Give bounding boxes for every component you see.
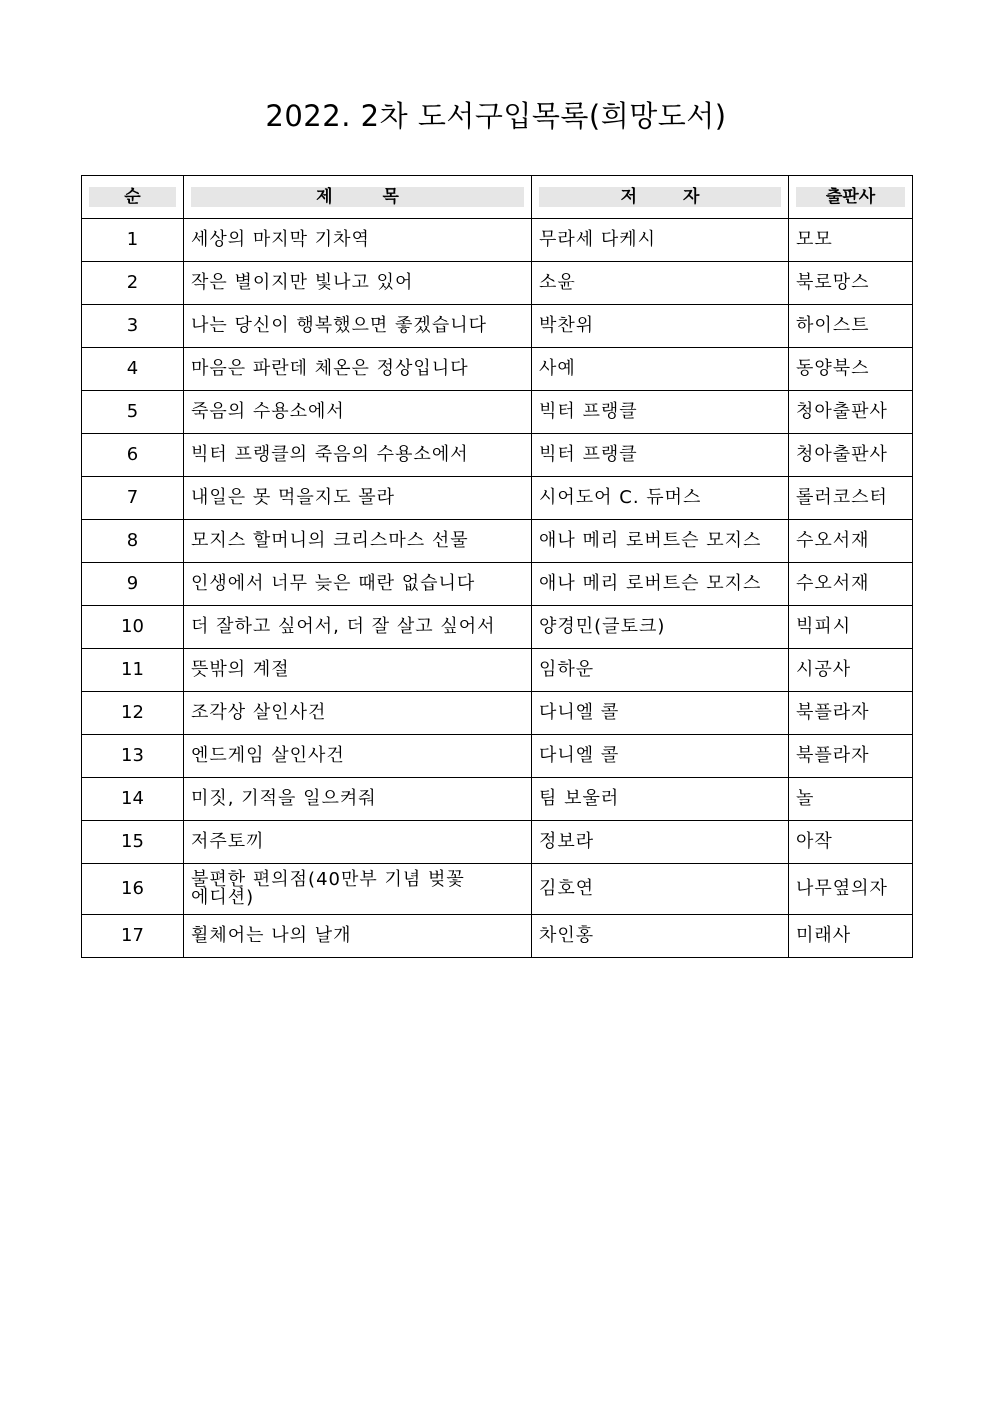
row-publisher: 아작 bbox=[789, 821, 913, 864]
row-author: 다니엘 콜 bbox=[532, 735, 789, 778]
row-publisher: 동양북스 bbox=[789, 348, 913, 391]
row-publisher: 수오서재 bbox=[789, 563, 913, 606]
row-title: 미짓, 기적을 일으켜줘 bbox=[184, 778, 532, 821]
row-publisher: 북플라자 bbox=[789, 735, 913, 778]
row-author: 소윤 bbox=[532, 262, 789, 305]
row-author: 양경민(글토크) bbox=[532, 606, 789, 649]
table-row bbox=[82, 434, 913, 477]
row-publisher: 시공사 bbox=[789, 649, 913, 692]
row-title: 엔드게임 살인사건 bbox=[184, 735, 532, 778]
table-row bbox=[82, 262, 913, 305]
row-publisher: 모모 bbox=[789, 219, 913, 262]
table-row bbox=[82, 563, 913, 606]
row-no: 10 bbox=[82, 606, 184, 649]
table-row bbox=[82, 348, 913, 391]
row-title: 마음은 파란데 체온은 정상입니다 bbox=[184, 348, 532, 391]
row-author: 임하운 bbox=[532, 649, 789, 692]
row-publisher: 나무옆의자 bbox=[789, 864, 913, 915]
row-publisher: 북플라자 bbox=[789, 692, 913, 735]
row-no: 2 bbox=[82, 262, 184, 305]
row-title: 저주토끼 bbox=[184, 821, 532, 864]
row-publisher: 청아출판사 bbox=[789, 434, 913, 477]
table-row bbox=[82, 864, 913, 915]
row-title-line1: 불편한 편의점(40만부 기념 벚꽃 bbox=[191, 869, 465, 890]
table-row bbox=[82, 735, 913, 778]
row-no: 17 bbox=[82, 915, 184, 958]
row-no: 15 bbox=[82, 821, 184, 864]
row-publisher: 북로망스 bbox=[789, 262, 913, 305]
row-publisher: 미래사 bbox=[789, 915, 913, 958]
table-row bbox=[82, 606, 913, 649]
row-author: 사예 bbox=[532, 348, 789, 391]
table-row bbox=[82, 649, 913, 692]
row-no: 8 bbox=[82, 520, 184, 563]
row-no: 14 bbox=[82, 778, 184, 821]
table-header-row bbox=[82, 176, 913, 219]
row-no: 7 bbox=[82, 477, 184, 520]
header-no-cell bbox=[82, 176, 184, 219]
table-row bbox=[82, 391, 913, 434]
table-row bbox=[82, 219, 913, 262]
row-author: 애나 메리 로버트슨 모지스 bbox=[532, 563, 789, 606]
row-title: 인생에서 너무 늦은 때란 없습니다 bbox=[184, 563, 532, 606]
header-no: 순 bbox=[89, 187, 176, 207]
row-author: 빅터 프랭클 bbox=[532, 391, 789, 434]
table-row bbox=[82, 305, 913, 348]
row-no: 6 bbox=[82, 434, 184, 477]
row-title: 죽음의 수용소에서 bbox=[184, 391, 532, 434]
row-title-line2: 에디션) bbox=[191, 887, 255, 908]
table-row bbox=[82, 520, 913, 563]
row-no: 16 bbox=[82, 864, 184, 915]
row-no: 9 bbox=[82, 563, 184, 606]
row-title: 작은 별이지만 빛나고 있어 bbox=[184, 262, 532, 305]
row-publisher: 놀 bbox=[789, 778, 913, 821]
table-row bbox=[82, 915, 913, 958]
header-publisher-cell bbox=[789, 176, 913, 219]
row-author: 박찬위 bbox=[532, 305, 789, 348]
row-author: 애나 메리 로버트슨 모지스 bbox=[532, 520, 789, 563]
row-title: 조각상 살인사건 bbox=[184, 692, 532, 735]
row-author: 무라세 다케시 bbox=[532, 219, 789, 262]
header-title: 제 목 bbox=[191, 187, 524, 207]
row-publisher: 롤러코스터 bbox=[789, 477, 913, 520]
row-no: 1 bbox=[82, 219, 184, 262]
row-author: 팀 보울러 bbox=[532, 778, 789, 821]
book-list-table bbox=[81, 175, 913, 958]
row-title: 빅터 프랭클의 죽음의 수용소에서 bbox=[184, 434, 532, 477]
header-author-cell bbox=[532, 176, 789, 219]
row-no: 12 bbox=[82, 692, 184, 735]
row-title: 세상의 마지막 기차역 bbox=[184, 219, 532, 262]
row-title: 휠체어는 나의 날개 bbox=[184, 915, 532, 958]
header-publisher: 출판사 bbox=[796, 187, 905, 207]
row-author: 다니엘 콜 bbox=[532, 692, 789, 735]
header-author: 저 자 bbox=[539, 187, 781, 207]
row-author: 빅터 프랭클 bbox=[532, 434, 789, 477]
row-publisher: 빅피시 bbox=[789, 606, 913, 649]
row-no: 13 bbox=[82, 735, 184, 778]
row-publisher: 수오서재 bbox=[789, 520, 913, 563]
table-row bbox=[82, 778, 913, 821]
page-title: 2022. 2차 도서구입목록(희망도서) bbox=[265, 99, 727, 133]
table-row bbox=[82, 692, 913, 735]
row-title bbox=[184, 864, 532, 915]
row-title: 뜻밖의 계절 bbox=[184, 649, 532, 692]
row-title: 나는 당신이 행복했으면 좋겠습니다 bbox=[184, 305, 532, 348]
header-title-cell bbox=[184, 176, 532, 219]
row-title: 모지스 할머니의 크리스마스 선물 bbox=[184, 520, 532, 563]
row-no: 11 bbox=[82, 649, 184, 692]
row-no: 4 bbox=[82, 348, 184, 391]
row-publisher: 하이스트 bbox=[789, 305, 913, 348]
row-author: 시어도어 C. 듀머스 bbox=[532, 477, 789, 520]
row-author: 김호연 bbox=[532, 864, 789, 915]
table-row bbox=[82, 821, 913, 864]
row-no: 3 bbox=[82, 305, 184, 348]
table-row bbox=[82, 477, 913, 520]
row-author: 차인홍 bbox=[532, 915, 789, 958]
row-title: 내일은 못 먹을지도 몰라 bbox=[184, 477, 532, 520]
row-publisher: 청아출판사 bbox=[789, 391, 913, 434]
row-title: 더 잘하고 싶어서, 더 잘 살고 싶어서 bbox=[184, 606, 532, 649]
row-author: 정보라 bbox=[532, 821, 789, 864]
row-no: 5 bbox=[82, 391, 184, 434]
